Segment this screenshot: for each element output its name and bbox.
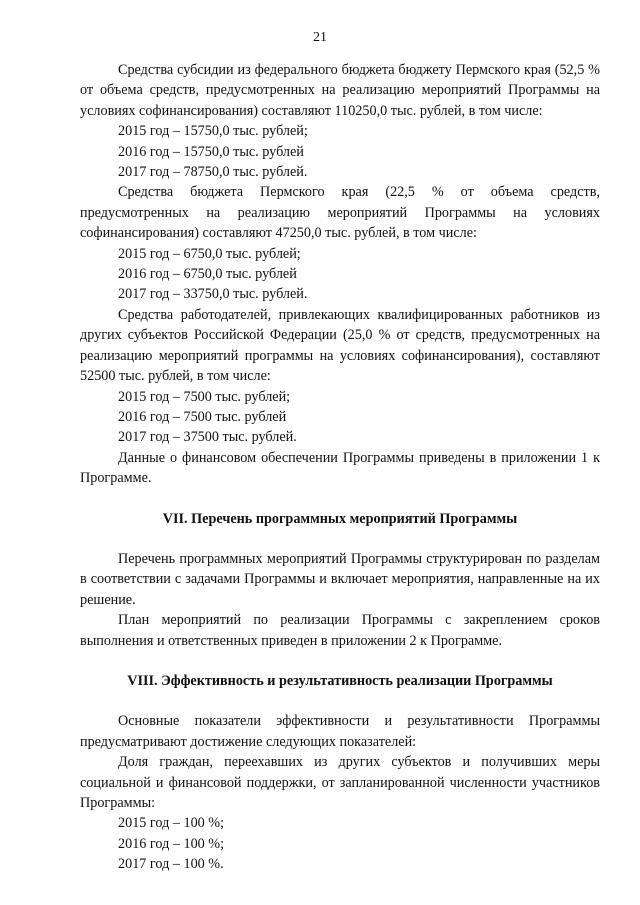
section-8-paragraph-1: Основные показатели эффективности и результативности Программы предусматривают достижение следующих показателей: [80, 713, 600, 750]
federal-year-2016: 2016 год – 15750,0 тыс. рублей [118, 143, 304, 160]
regional-year-2015: 2015 год – 6750,0 тыс. рублей; [118, 245, 301, 262]
indicator-year-2016: 2016 год – 100 %; [118, 835, 225, 852]
paragraph-federal-funds: Средства субсидии из федерального бюджета бюджету Пермского края (52,5 % от объема средств, предусмотренных на реализацию мероприятий Программы на условиях софинансирования) составляют 110250,0 тыс. рублей, в том числе: [80, 62, 600, 119]
indicator-year-2015: 2015 год – 100 %; [118, 815, 225, 832]
paragraph-appendix-1: Данные о финансовом обеспечении Программы приведены в приложении 1 к Программе. [80, 449, 600, 487]
federal-year-2015: 2015 год – 15750,0 тыс. рублей; [118, 123, 308, 140]
employer-year-2017: 2017 год – 37500 тыс. рублей. [118, 429, 297, 446]
employer-year-2015: 2015 год – 7500 тыс. рублей; [118, 388, 291, 405]
employer-year-2016: 2016 год – 7500 тыс. рублей [118, 408, 287, 425]
document-body [80, 0, 600, 875]
section-7-paragraph-2: План мероприятий по реализации Программы с закреплением сроков выполнения и ответственных приведен в приложении 2 к Программе. [80, 612, 600, 649]
regional-year-2017: 2017 год – 33750,0 тыс. рублей. [118, 286, 308, 303]
section-7-paragraph-1: Перечень программных мероприятий Программы структурирован по разделам в соответствии с задачами Программы и включает мероприятия, направленные на их решение. [80, 550, 600, 608]
section-8-paragraph-2: Доля граждан, переехавших из других субъектов и получивших меры социальной и финансовой поддержки, от запланированной численности участников Программы: [80, 754, 600, 811]
indicator-year-2017: 2017 год – 100 %. [118, 856, 224, 873]
section-7-heading: VII. Перечень программных мероприятий Программы [162, 510, 518, 527]
page-number: 21 [313, 30, 327, 45]
regional-year-2016: 2016 год – 6750,0 тыс. рублей [118, 266, 297, 283]
paragraph-employer-funds: Средства работодателей, привлекающих квалифицированных работников из других субъектов Российской Федерации (25,0 % от средств, предусмотренных на реализацию мероприятий программы на условиях софинансирования), составляют 52500 тыс. рублей, в том числе: [80, 306, 600, 385]
section-8-heading: VIII. Эффективность и результативность реализации Программы [127, 672, 553, 689]
federal-year-2017: 2017 год – 78750,0 тыс. рублей. [118, 164, 308, 181]
paragraph-regional-funds: Средства бюджета Пермского края (22,5 % от объема средств, предусмотренных на реализацию мероприятий Программы на условиях софинансирования) составляют 47250,0 тыс. рублей, в том числе: [80, 184, 600, 242]
